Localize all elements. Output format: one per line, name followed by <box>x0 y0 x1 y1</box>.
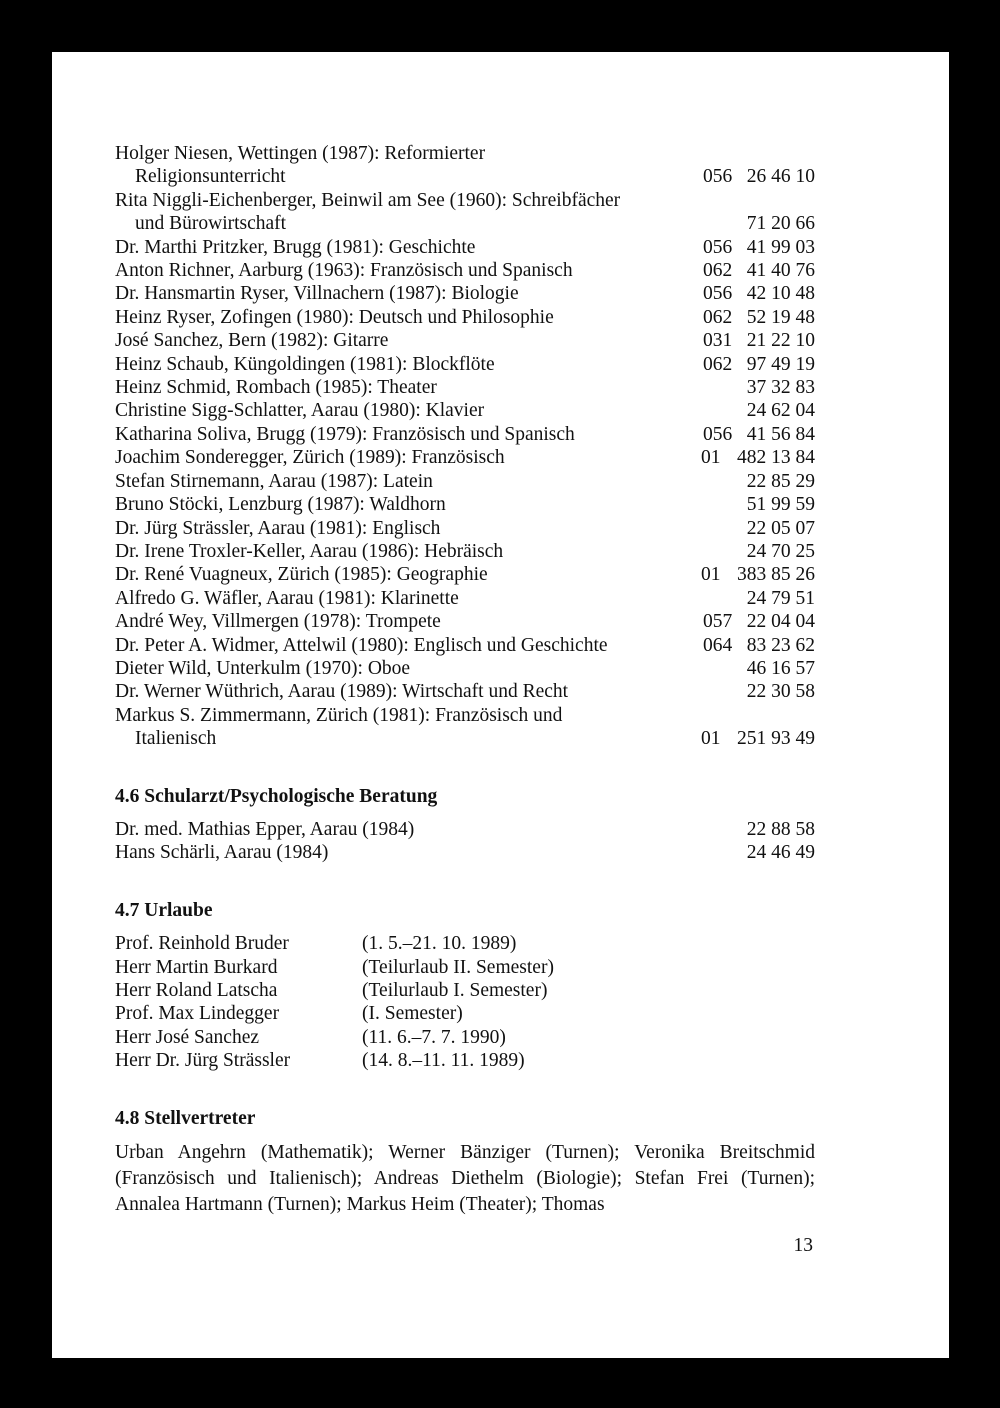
teacher-entry-line <box>115 399 815 422</box>
leave-person: Herr José Sanchez <box>115 1026 260 1048</box>
teacher-name: André Wey, Villmergen (1978): Trompete <box>115 611 441 633</box>
teacher-name: und Bürowirtschaft <box>135 213 287 235</box>
leave-period: (1. 5.–21. 10. 1989) <box>362 933 517 955</box>
local-number: 22 30 58 <box>746 681 815 703</box>
teacher-name: Heinz Schaub, Küngoldingen (1981): Blockflöte <box>115 353 495 375</box>
leave-person: Prof. Reinhold Bruder <box>115 933 289 955</box>
local-number: 383 85 26 <box>737 564 815 586</box>
document-page <box>52 52 949 1358</box>
area-code: 062 <box>703 306 733 328</box>
teacher-entry-line <box>115 142 815 165</box>
leave-period: (11. 6.–7. 7. 1990) <box>362 1026 506 1048</box>
teacher-entry-line <box>115 563 815 586</box>
teacher-entry-line <box>115 189 815 212</box>
phone-number <box>703 306 815 329</box>
leave-person: Herr Roland Latscha <box>115 980 278 1001</box>
local-number: 24 79 51 <box>746 587 815 609</box>
page-content <box>115 142 815 1218</box>
phone-number <box>703 540 815 563</box>
teacher-entry-line <box>115 282 815 305</box>
teacher-name: Christine Sigg-Schlatter, Aarau (1980): Klavier <box>115 400 485 422</box>
teacher-entry-line <box>115 540 815 563</box>
phone-number <box>703 493 815 516</box>
leave-person: Herr Dr. Jürg Strässler <box>115 1050 291 1072</box>
teacher-entry-line <box>115 165 815 188</box>
leave-entry <box>115 956 815 979</box>
teacher-name: Alfredo G. Wäfler, Aarau (1981): Klarinette <box>115 587 459 609</box>
area-code: 056 <box>703 236 733 258</box>
local-number: 42 10 48 <box>746 283 815 305</box>
teacher-name: Stefan Stirnemann, Aarau (1987): Latein <box>115 470 433 492</box>
phone-number <box>703 353 815 376</box>
leave-entry <box>115 1002 815 1025</box>
phone-number <box>703 399 815 422</box>
section-heading-4-8: 4.8 Stellvertreter <box>115 1107 256 1129</box>
teacher-name: Joachim Sonderegger, Zürich (1989): Französisch <box>115 447 505 469</box>
local-number: 41 40 76 <box>746 260 815 282</box>
local-number: 51 99 59 <box>746 494 815 516</box>
leave-entry <box>115 1049 815 1072</box>
area-code: 057 <box>703 611 733 633</box>
advisor-phone: 22 88 58 <box>746 818 815 840</box>
local-number: 52 19 48 <box>746 306 815 328</box>
area-code: 064 <box>703 634 733 656</box>
area-code: 056 <box>703 283 733 305</box>
phone-number <box>703 236 815 259</box>
phone-number <box>703 517 815 540</box>
teacher-name: Bruno Stöcki, Lenzburg (1987): Waldhorn <box>115 494 446 516</box>
leave-period: (14. 8.–11. 11. 1989) <box>362 1050 525 1072</box>
phone-number <box>703 634 815 657</box>
phone-number <box>703 587 815 610</box>
leave-period: (Teilurlaub I. Semester) <box>362 980 548 1001</box>
teacher-entry-line <box>115 423 815 446</box>
teacher-list <box>115 142 815 751</box>
leave-entry <box>115 932 815 955</box>
local-number: 24 62 04 <box>746 400 815 422</box>
local-number: 251 93 49 <box>737 728 815 750</box>
leave-list <box>115 932 815 1072</box>
phone-number <box>703 259 815 282</box>
area-code: 031 <box>703 330 733 352</box>
doctor-list <box>115 818 815 865</box>
leave-person: Herr Martin Burkard <box>115 956 278 978</box>
substitutes-paragraph: Urban Angehrn (Mathematik); Werner Bänziger (Turnen); Veronika Breitschmid (Französisch und Italienisch); Andreas Diethelm (Biologie); Stefan Frei (Turnen); Annalea Hartmann (Turnen); Markus Heim (Theater); Thomas <box>115 1142 815 1216</box>
teacher-entry-line <box>115 306 815 329</box>
phone-number <box>703 329 815 352</box>
teacher-name: Dieter Wild, Unterkulm (1970): Oboe <box>115 657 411 679</box>
teacher-name: Italienisch <box>135 728 217 750</box>
teacher-name: Markus S. Zimmermann, Zürich (1981): Französisch und <box>115 704 563 726</box>
teacher-name: Religionsunterricht <box>135 166 286 188</box>
teacher-name: Dr. René Vuagneux, Zürich (1985): Geographie <box>115 564 488 586</box>
teacher-entry-line <box>115 446 815 469</box>
teacher-name: Dr. Werner Wüthrich, Aarau (1989): Wirtschaft und Recht <box>115 681 569 703</box>
area-code: 01 <box>701 564 721 586</box>
local-number: 37 32 83 <box>746 377 815 399</box>
advisor-name: Hans Schärli, Aarau (1984) <box>115 842 329 864</box>
local-number: 21 22 10 <box>746 330 815 352</box>
phone-number <box>703 282 815 305</box>
teacher-name: Anton Richner, Aarburg (1963): Französisch und Spanisch <box>115 260 573 282</box>
section-heading-4-6: 4.6 Schularzt/Psychologische Beratung <box>115 785 438 807</box>
local-number: 97 49 19 <box>746 353 815 375</box>
local-number: 41 99 03 <box>746 236 815 258</box>
teacher-name: Holger Niesen, Wettingen (1987): Reformierter <box>115 143 486 164</box>
leave-period: (Teilurlaub II. Semester) <box>362 956 554 978</box>
teacher-entry-line <box>115 610 815 633</box>
teacher-entry-line <box>115 727 815 750</box>
phone-number <box>703 165 815 188</box>
advisor-entry <box>115 841 815 864</box>
teacher-name: Heinz Ryser, Zofingen (1980): Deutsch und Philosophie <box>115 306 554 328</box>
phone-number <box>703 657 815 680</box>
local-number: 22 05 07 <box>746 517 815 539</box>
teacher-entry-line <box>115 329 815 352</box>
area-code: 056 <box>703 166 733 188</box>
area-code: 056 <box>703 423 733 445</box>
phone-number <box>701 563 815 586</box>
teacher-entry-line <box>115 704 815 727</box>
leave-entry <box>115 1026 815 1049</box>
phone-number <box>703 423 815 446</box>
phone-number <box>703 470 815 493</box>
teacher-name: Katharina Soliva, Brugg (1979): Französisch und Spanisch <box>115 423 575 445</box>
advisor-entry <box>115 818 815 841</box>
advisor-phone: 24 46 49 <box>746 842 815 864</box>
phone-number <box>703 212 815 235</box>
teacher-entry-line <box>115 517 815 540</box>
local-number: 83 23 62 <box>746 634 815 656</box>
teacher-name: Dr. Irene Troxler-Keller, Aarau (1986): Hebräisch <box>115 540 504 562</box>
leave-person: Prof. Max Lindegger <box>115 1003 280 1025</box>
local-number: 22 04 04 <box>746 611 815 633</box>
teacher-name: Dr. Jürg Strässler, Aarau (1981): Englisch <box>115 517 441 539</box>
local-number: 41 56 84 <box>746 423 815 445</box>
local-number: 26 46 10 <box>746 166 815 188</box>
phone-number <box>703 680 815 703</box>
advisor-name: Dr. med. Mathias Epper, Aarau (1984) <box>115 818 415 840</box>
area-code: 01 <box>701 447 721 469</box>
teacher-entry-line <box>115 353 815 376</box>
teacher-entry-line <box>115 657 815 680</box>
leave-period: (I. Semester) <box>362 1003 463 1025</box>
local-number: 482 13 84 <box>737 447 815 469</box>
leave-entry <box>115 979 815 1002</box>
teacher-name: José Sanchez, Bern (1982): Gitarre <box>115 330 389 352</box>
teacher-entry-line <box>115 376 815 399</box>
teacher-name: Dr. Peter A. Widmer, Attelwil (1980): Englisch und Geschichte <box>115 634 608 656</box>
phone-number <box>703 610 815 633</box>
page-number: 13 <box>793 1235 813 1256</box>
teacher-name: Dr. Marthi Pritzker, Brugg (1981): Geschichte <box>115 236 476 258</box>
phone-number <box>703 376 815 399</box>
teacher-entry-line <box>115 236 815 259</box>
teacher-name: Dr. Hansmartin Ryser, Villnachern (1987): Biologie <box>115 283 519 305</box>
teacher-entry-line <box>115 634 815 657</box>
teacher-name: Rita Niggli-Eichenberger, Beinwil am See (1960): Schreibfächer <box>115 189 621 211</box>
area-code: 01 <box>701 728 721 750</box>
area-code: 062 <box>703 353 733 375</box>
phone-number <box>701 446 815 469</box>
teacher-entry-line <box>115 212 815 235</box>
teacher-entry-line <box>115 493 815 516</box>
teacher-entry-line <box>115 587 815 610</box>
local-number: 22 85 29 <box>746 470 815 492</box>
teacher-entry-line <box>115 259 815 282</box>
area-code: 062 <box>703 260 733 282</box>
phone-number <box>701 727 815 750</box>
teacher-entry-line <box>115 470 815 493</box>
teacher-entry-line <box>115 680 815 703</box>
local-number: 24 70 25 <box>746 540 815 562</box>
local-number: 46 16 57 <box>746 657 815 679</box>
section-heading-4-7: 4.7 Urlaube <box>115 899 213 921</box>
teacher-name: Heinz Schmid, Rombach (1985): Theater <box>115 377 437 399</box>
local-number: 71 20 66 <box>746 213 815 235</box>
